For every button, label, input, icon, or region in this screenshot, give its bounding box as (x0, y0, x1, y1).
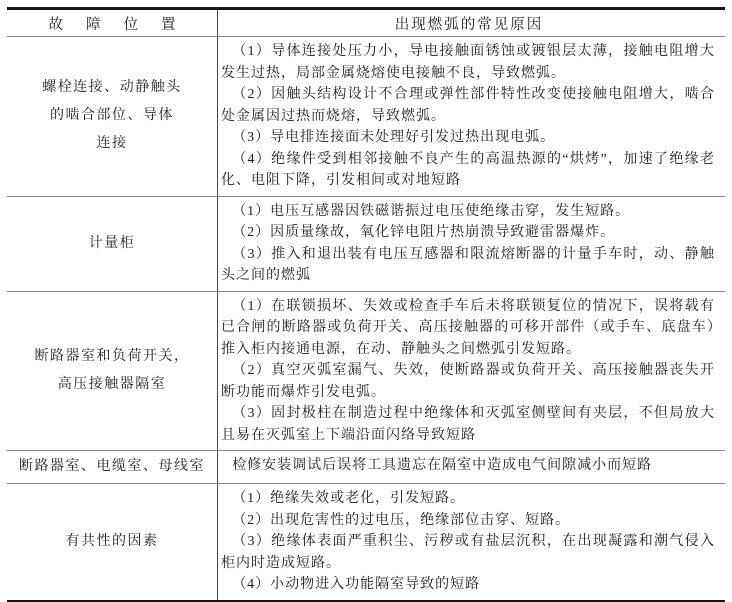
location-label (42, 74, 182, 158)
header-arc-causes (218, 10, 725, 36)
cause-item: （2）因质量缘故，氧化锌电阻片热崩溃导致避雷器爆炸。 (232, 225, 616, 240)
causes-cell (218, 451, 725, 483)
cause-item: （3）导电排连接面未处理好引发过热出现电弧。 (232, 130, 556, 145)
location-cell (7, 292, 218, 451)
location-line: 计量柜 (88, 235, 136, 251)
cause-item: （4）绝缘件受到相邻接触不良产生的高温热源的“烘烤”，加速了绝缘老化、电阻下降，引发相间或对地短路 (221, 151, 715, 188)
location-cell (7, 451, 218, 483)
header-fault-location-label: 故障位置 (48, 16, 199, 33)
table-row-breaker-compartment (7, 292, 725, 452)
cause-item: （2）出现危害性的过电压，绝缘部位击穿、短路。 (232, 512, 571, 528)
cause-item: （1）绝缘失效或老化，引发短路。 (232, 491, 466, 506)
table-header-row (7, 10, 725, 37)
causes-cell (218, 292, 725, 451)
table-row-metering-cabinet (7, 197, 725, 292)
location-label (35, 343, 190, 399)
table-row-cable-busbar-rooms (7, 451, 725, 484)
header-fault-location (7, 10, 218, 36)
causes-cell (218, 484, 725, 600)
cause-item: 检修安装调试后误将工具遗忘在隔室中造成电气间隙减小而短路 (232, 458, 653, 473)
location-label (89, 230, 136, 258)
cause-item: （2）因触头结构设计不合理或弹性部件特性改变使接触电阻增大，啮合处金属因过热而烧熔，导致燃弧。 (221, 87, 715, 124)
location-label (66, 528, 159, 556)
location-cell (7, 484, 218, 600)
cause-item: （1）导体连接处压力小，导电接触面锈蚀或镀银层太薄，接触电阻增大发生过热，局部金属烧熔使电接触不良，导致燃弧。 (221, 44, 715, 81)
table-row-bolt-connections (7, 37, 725, 197)
cause-item: （3）绝缘体表面严重积尘、污秽或有盐层沉积，在出现凝露和潮气侵入柜内时造成短路。 (221, 534, 715, 571)
location-line: 断路器室、电缆室、母线室 (19, 459, 205, 474)
causes-cell (218, 37, 725, 196)
cause-item: （4）小动物进入功能隔室导致的短路 (232, 577, 481, 592)
location-line: 断路器室和负荷开关， (34, 348, 190, 364)
arc-fault-causes-table (7, 7, 725, 602)
location-line: 螺栓连接、动静触头 (42, 80, 182, 96)
header-arc-causes-label: 出现燃弧的常见原因 (394, 16, 544, 33)
location-cell (7, 37, 218, 196)
location-line: 有共性的因素 (65, 533, 159, 549)
location-line: 高压接触器隔室 (57, 376, 167, 392)
cause-item: （2）真空灭弧室漏气、失效，使断路器或负荷开关、高压接触器丧失开断功能而爆炸引发电弧。 (221, 363, 715, 400)
table-row-common-factors (7, 484, 725, 600)
cause-item: （3）固封极柱在制造过程中绝缘体和灭弧室侧壁间有夹层，不但局放大且易在灭弧室上下端沿面闪络导致短路 (221, 406, 715, 443)
location-cell (7, 197, 218, 291)
cause-item: （1）电压互感器因铁磁谐振过电压使绝缘击穿，发生短路。 (232, 203, 631, 219)
location-line: 的啮合部位、导体 (50, 108, 174, 124)
cause-item: （1）在联锁损坏、失效或检查手车后未将联锁复位的情况下，误将载有已合闸的断路器或负荷开关、高压接触器的可移开部件（或手车、底盘车）推入柜内接通电源，在动、静触头之间燃弧引发短路。 (221, 298, 715, 357)
location-label (19, 453, 205, 481)
cause-item: （3）推入和退出装有电压互感器和限流熔断器的计量手车时，动、静触头之间的燃弧 (221, 246, 715, 283)
causes-cell (218, 197, 725, 291)
location-line: 连接 (96, 136, 128, 152)
